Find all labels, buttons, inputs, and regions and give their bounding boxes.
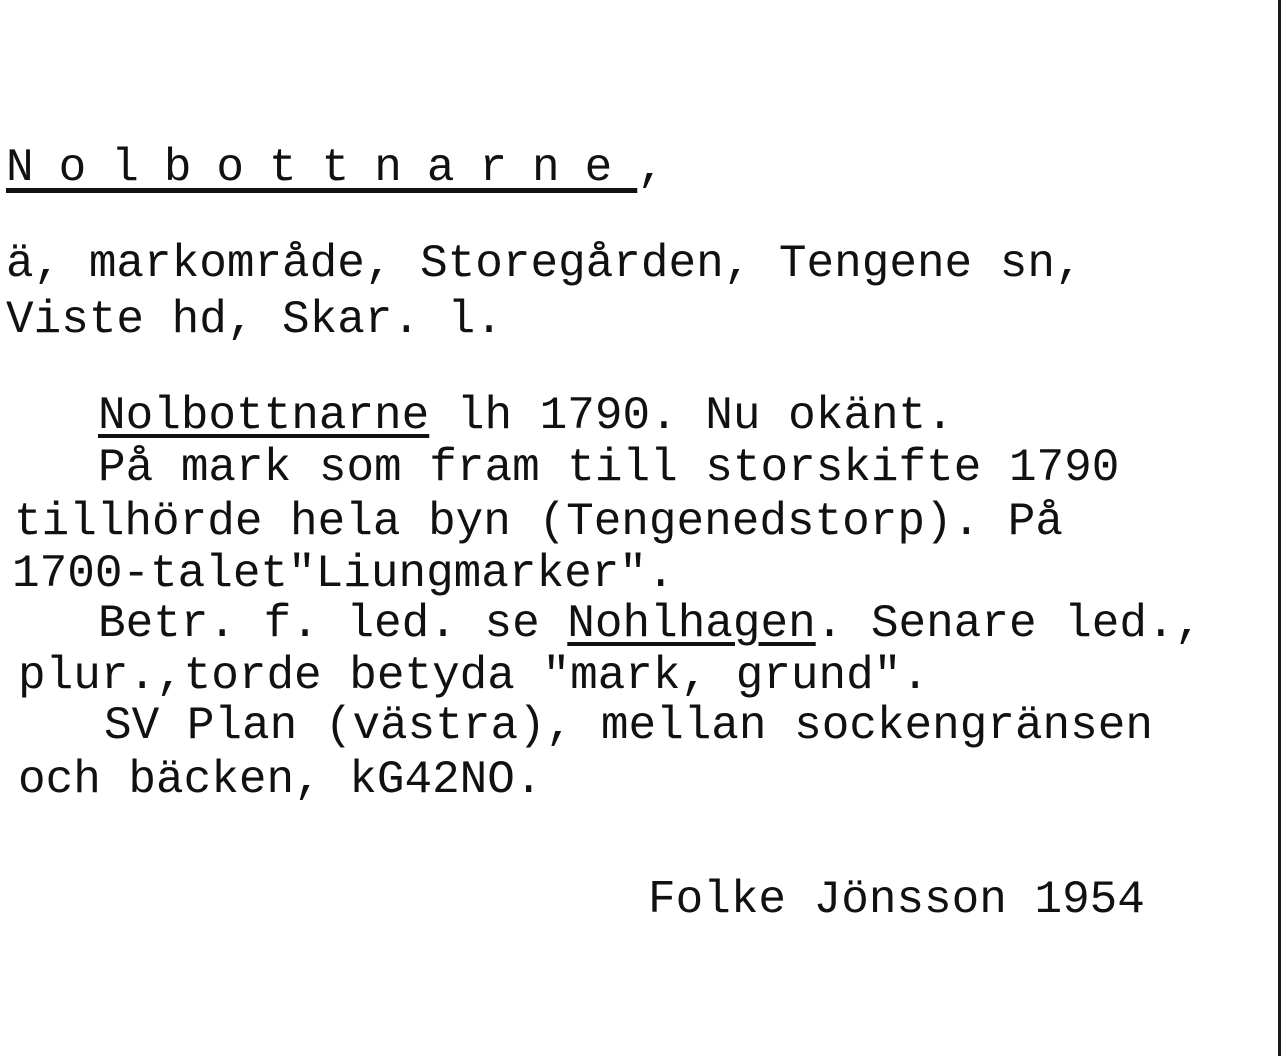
- intro-line-1: ä, markområde, Storegården, Tengene sn,: [6, 238, 1083, 290]
- body-line-3: tillhörde hela byn (Tengenedstorp). På: [14, 496, 1063, 548]
- body-line-1: [98, 390, 954, 442]
- body-line-7: SV Plan (västra), mellan sockengränsen: [104, 700, 1153, 752]
- body-line-4: 1700-talet"Liungmarker".: [12, 548, 675, 600]
- body-line-5-pre: Betr. f. led. se: [98, 598, 568, 650]
- headword-punct: ,: [637, 142, 665, 194]
- cross-reference: Nohlhagen: [567, 598, 816, 650]
- body-line-6: plur.,torde betyda "mark, grund".: [18, 650, 929, 702]
- headword-text: Nolbottnarne: [6, 142, 638, 194]
- body-line-2: På mark som fram till storskifte 1790: [98, 442, 1120, 494]
- card-edge-line: [1278, 0, 1281, 1056]
- signature: Folke Jönsson 1954: [648, 874, 1145, 926]
- headword: [6, 140, 665, 196]
- body-term: Nolbottnarne: [98, 390, 430, 442]
- body-line-5-post: . Senare led.,: [815, 598, 1203, 650]
- intro-line-2: Viste hd, Skar. l.: [6, 294, 503, 346]
- body-line-8: och bäcken, kG42NO.: [18, 754, 543, 806]
- body-line-5: [98, 598, 1202, 650]
- body-line-1-rest: lh 1790. Nu okänt.: [429, 390, 954, 442]
